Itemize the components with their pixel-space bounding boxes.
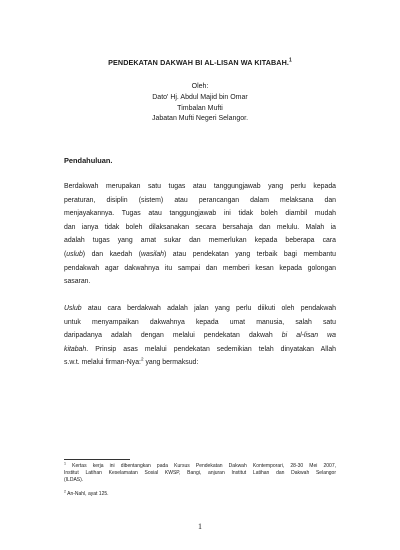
paragraph-2-line <box>64 343 336 357</box>
author-name: Dato' Hj. Abdul Majid bin Omar <box>152 93 248 101</box>
footnote-1-line: Institut Latihan Keselamatan Sosial KWSP, Bangi, anjuran Institut Latihan dan Dakwah Selangor <box>64 470 336 476</box>
text-run: atau cara berdakwah adalah jalan yang perlu diikuti oleh pendakwah <box>81 305 336 312</box>
paragraph-1 <box>64 180 336 289</box>
paragraph-1-line: sasaran. <box>64 278 91 286</box>
footnote-1-line <box>64 463 336 470</box>
paragraph-1-line: dan ianya tidak boleh dilaksanakan secara bersahaja dan melulu. Malah ia <box>64 223 336 231</box>
italic-phrase: kitabah <box>64 345 87 353</box>
paragraph-2-line <box>64 356 336 370</box>
italic-term-uslub: uslub <box>66 250 83 258</box>
footnotes <box>64 463 336 498</box>
footnote-1-mark: 1 <box>64 461 66 466</box>
text-run: ( <box>64 250 67 258</box>
italic-phrase: bi al-lisan wa <box>281 332 336 340</box>
text-run: Kertas kerja ini dibentangkan pada Kursus Pendekatan Dakwah Kontemporari, 28-30 Mei 2007, <box>66 463 336 469</box>
section-heading: Pendahuluan. <box>64 156 113 165</box>
text-run: daripadanya adalah dengan melalui pendekatan dakwah <box>64 332 282 340</box>
italic-term-wasilah: wasilah <box>141 250 164 258</box>
footnote-2-marker: 2 <box>140 357 144 363</box>
document-title <box>0 58 400 67</box>
title-footnote-marker: 1 <box>288 57 292 64</box>
paragraph-1-line <box>64 248 336 262</box>
text-run: yang bermaksud: <box>143 359 199 367</box>
footnote-separator <box>64 459 130 460</box>
document-title-text: PENDEKATAN DAKWAH BI AL-LISAN WA KITABAH. <box>108 58 289 67</box>
author-office: Jabatan Mufti Negeri Selangor. <box>151 115 249 123</box>
author-label: Oleh: <box>191 83 209 90</box>
author-position: Timbalan Mufti <box>177 104 223 112</box>
text-run: s.w.t. melalui firman-Nya: <box>64 359 141 367</box>
text-run: ) dan kaedah ( <box>82 250 142 258</box>
page-number: 1 <box>198 522 202 531</box>
paragraph-1-line: adalah tugas yang amat sukar dan memerlukan kepada beberapa cara <box>64 237 336 245</box>
footnote-2-line <box>64 491 336 498</box>
paragraph-2-line: untuk menyampaikan dakwahnya kepada umat manusia, salah satu <box>64 318 336 326</box>
paragraph-1-line: pendakwah agar dakwahnya itu sampai dan memberi kesan kepada golongan <box>64 264 336 272</box>
italic-term-uslub: Uslub <box>64 305 82 312</box>
paragraph-2 <box>64 302 336 370</box>
paragraph-1-line: menjayakannya. Tugas atau tanggungjawab ini tidak boleh diambil mudah <box>64 210 336 218</box>
footnote-1-line: (ILDAS). <box>64 477 84 483</box>
paragraph-2-line <box>64 329 336 343</box>
footnote-2-mark: 2 <box>64 489 66 494</box>
text-run: ) atau pendekatan yang terbaik bagi membantu <box>164 250 337 258</box>
author-block <box>0 82 400 125</box>
paragraph-1-line: peraturan, disiplin (sistem) atau perancangan dalam melaksana dan <box>64 196 336 204</box>
text-run: An-Nahl, ayat 125. <box>66 491 109 497</box>
paragraph-1-line: Berdakwah merupakan satu tugas atau tanggungjawab yang perlu kepada <box>64 183 336 190</box>
text-run: . Prinsip asas melalui pendekatan sedemikian telah dinyatakan Allah <box>86 345 336 353</box>
paragraph-2-line <box>64 302 336 316</box>
